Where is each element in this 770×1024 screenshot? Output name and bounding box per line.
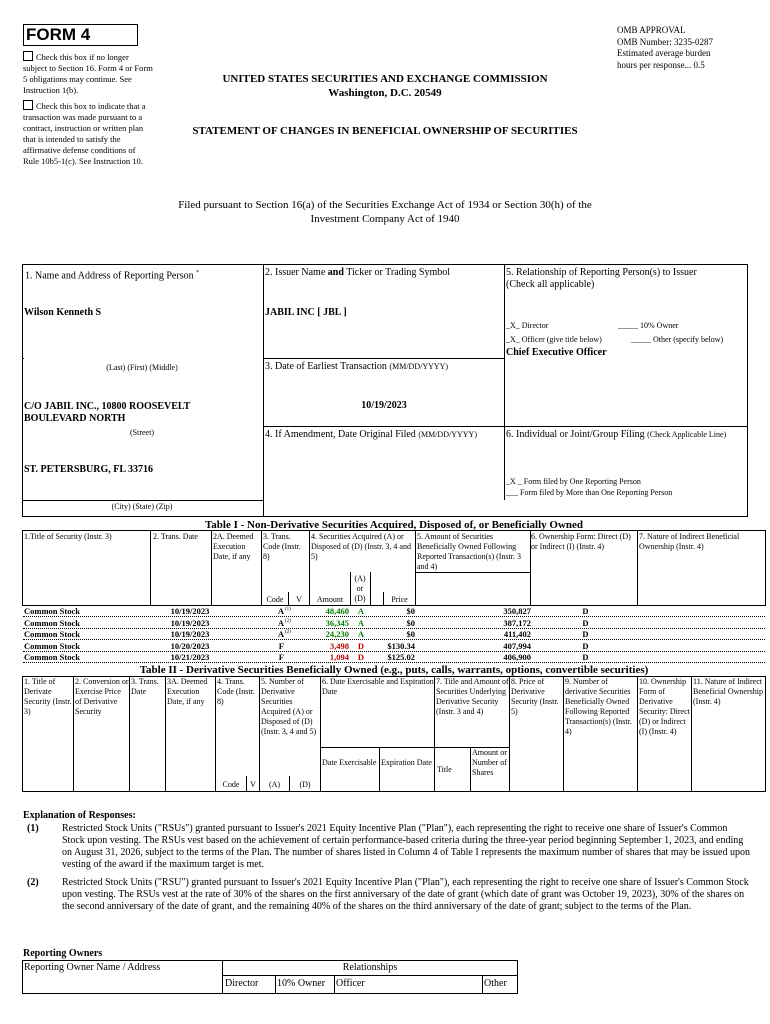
t1-sub-amount: Amount (316, 595, 344, 604)
relationship-10pct: _____ 10% Owner (618, 321, 679, 330)
reporting-person-name: Wilson Kenneth S (24, 307, 102, 318)
table1-cell-amount: 1,094 (329, 652, 349, 662)
checkbox-rule-10b5[interactable] (23, 100, 153, 167)
t2-sub-amount: Amount or Number of Shares (472, 748, 507, 777)
omb-approval-block (617, 25, 767, 71)
reporting-person-address: C/O JABIL INC., 10800 ROOSEVELT BOULEVARD NORTH (24, 401, 191, 424)
table1-row (23, 641, 765, 652)
t2-h1: 1. Title of Derivate Security (Instr. 3) (24, 677, 72, 716)
t2-h5: 5. Number of Derivative Securities Acquired (A) or Disposed of (D) (Instr. 3, 4 and 5) (261, 677, 317, 736)
t2-h3: 3. Trans. Date (131, 677, 159, 696)
table1-cell-form: D (582, 640, 589, 651)
footnote-1-text: Restricted Stock Units ("RSUs") granted pursuant to Issuer's 2021 Equity Incentive Plan ("Plan"), each representing the right to receive one share of Issuer's Common Stock upon vesting. The RSUs vest based on the achievement of certain performance-based criteria during the three-year period beginning September 1, 2023, and ending on August 31, 2026, subject to the terms of the Plan. The number of shares listed in Column 4 of Table I represents the maximum number of shares that may be issued upon vesting of the award if the maximum target is met. (62, 823, 750, 870)
box3-label: 3. Date of Earliest Transaction (MM/DD/YYYY) (265, 361, 449, 372)
table1-cell-form: D (582, 617, 589, 628)
t1-sub-v: V (296, 595, 302, 604)
table1-cell-aord: A (357, 617, 365, 628)
table1-cell-price: $0 (406, 617, 415, 628)
explanation-heading: Explanation of Responses: (23, 810, 136, 821)
table1-cell-code: A (277, 606, 284, 616)
table1-cell-aord: A (357, 629, 365, 639)
table1-cell-aord: A (357, 606, 365, 616)
table1-cell-date: 10/19/2023 (170, 606, 210, 616)
table1-cell-amount: 3,498 (329, 640, 349, 651)
table1-cell-aord: D (357, 640, 365, 651)
t2-sub-d: (D) (299, 780, 311, 789)
owners-col-10pct: 10% Owner (277, 978, 326, 989)
t1-h3: 3. Trans. Code (Instr. 8) (263, 532, 301, 561)
table1-cell-owned: 406,900 (503, 652, 531, 662)
table1-cell-fn: (2) (285, 630, 291, 635)
table1-cell-form: D (582, 606, 589, 616)
reporting-person-city: ST. PETERSBURG, FL 33716 (24, 464, 154, 475)
table1-cell-price: $125.02 (387, 652, 415, 662)
t2-h6: 6. Date Exercisable and Expiration Date (322, 677, 434, 696)
checkbox-icon[interactable] (23, 51, 33, 61)
omb-approval: OMB APPROVAL (617, 25, 686, 35)
form-title: FORM 4 (26, 25, 91, 44)
t1-h5: 5. Amount of Securities Beneficially Owned Following Reported Transaction(s) (Instr. 3 and 4) (417, 532, 521, 571)
name-hint: (Last) (First) (Middle) (106, 363, 178, 372)
table1-cell-title: Common Stock (24, 652, 80, 662)
t2-h2: 2. Conversion or Exercise Price of Derivative Security (75, 677, 129, 716)
t2-h10: 10. Ownership Form of Derivative Security: Direct (D) or Indirect (I) (Instr. 4) (639, 677, 690, 736)
footnote-2-number: (2) (27, 877, 39, 888)
table1-cell-fn: (2) (285, 618, 291, 624)
t2-h8: 8. Price of Derivative Security (Instr. 5) (511, 677, 559, 716)
table1-cell-code: A (277, 617, 284, 628)
footnote-2-text: Restricted Stock Units ("RSU") granted pursuant to Issuer's 2021 Equity Incentive Plan ("Plan"), each representing the right to receive one share of Issuer's Common Stock upon vesting. The RSUs vest at the rate of 30% of the shares on the first anniversary of the date of grant (which date of grant was October 19, 2023), 30% of the shares on the second anniversary of the date of grant, and the remaining 40% of the shares on the third anniversary of the date of grant; subject to the terms of the Plan. (62, 877, 749, 912)
table1-cell-price: $130.34 (387, 640, 415, 651)
t2-sub-exp: Expiration Date (381, 758, 432, 767)
table1-cell-amount: 48,460 (325, 606, 349, 616)
box1-label: 1. Name and Address of Reporting Person * (25, 270, 200, 282)
t1-h4: 4. Securities Acquired (A) or Disposed of (D) (Instr. 3, 4 and 5) (311, 532, 411, 561)
omb-hours: hours per response... 0.5 (617, 59, 705, 70)
table1-cell-code: A (277, 629, 284, 639)
table1-cell-date: 10/21/2023 (170, 652, 210, 662)
table1-cell-amount: 24,230 (325, 629, 349, 639)
checkbox2-label: Check this box to indicate that a transaction was made pursuant to a contract, instruction or written plan that is intended to satisfy the affirmative defense conditions of Rule 10b5-1(c). See Instruction 10. (23, 101, 146, 166)
t1-sub-code: Code (266, 595, 284, 604)
t1-h2: 2. Trans. Date (153, 532, 198, 541)
t2-sub-v: V (250, 780, 256, 789)
table1-cell-owned: 350,827 (503, 606, 531, 616)
table1-cell-amount: 36,345 (325, 617, 349, 628)
relationship-director: _X_ Director (506, 321, 549, 330)
table1-cell-code: F (278, 652, 284, 662)
table1-row (23, 652, 765, 663)
t1-h2a: 2A. Deemed Execution Date, if any (213, 532, 254, 561)
t2-h3a: 3A. Deemed Execution Date, if any (167, 677, 208, 706)
box5-label: 5. Relationship of Reporting Person(s) to Issuer (Check all applicable) (506, 267, 697, 290)
t2-h9: 9. Number of derivative Securities Beneficially Owned Following Reported Transaction(s) (Instr. 4) (565, 677, 632, 736)
t2-h4: 4. Trans. Code (Instr. 8) (217, 677, 255, 706)
omb-burden: Estimated average burden (617, 48, 711, 58)
table1-cell-fn: (1) (285, 607, 291, 612)
box6-label: 6. Individual or Joint/Group Filing (Check Applicable Line) (506, 429, 727, 440)
table1-row (23, 606, 765, 617)
table1-cell-date: 10/19/2023 (170, 617, 210, 628)
street-hint: (Street) (130, 428, 154, 437)
t2-sub-title: Title (437, 765, 452, 774)
filed-line-2: Investment Company Act of 1940 (310, 213, 460, 225)
table2-title: Table II - Derivative Securities Beneficially Owned (e.g., puts, calls, warrants, options, convertible securities) (139, 664, 649, 676)
agency-name: UNITED STATES SECURITIES AND EXCHANGE COMMISSION (222, 73, 548, 85)
checkbox-no-longer-subject[interactable] (23, 51, 153, 96)
reporting-owners-heading: Reporting Owners (23, 948, 103, 959)
checkbox-icon[interactable] (23, 100, 33, 110)
table1-row (23, 618, 765, 629)
table1-cell-title: Common Stock (24, 617, 80, 628)
table1-cell-owned: 411,402 (503, 629, 531, 639)
agency-location: Washington, D.C. 20549 (328, 87, 442, 99)
table1-cell-title: Common Stock (24, 606, 80, 616)
omb-number: OMB Number: 3235-0287 (617, 36, 713, 47)
relationship-officer: _X_ Officer (give title below) (506, 335, 602, 344)
city-hint: (City) (State) (Zip) (111, 502, 173, 511)
t2-sub-date-ex: Date Exercisable (322, 758, 377, 767)
filing-one-person: _X _ Form filed by One Reporting Person (506, 477, 641, 486)
table1-cell-price: $0 (406, 629, 415, 639)
box4-label: 4. If Amendment, Date Original Filed (MM/DD/YYYY) (265, 429, 477, 440)
filed-line-1: Filed pursuant to Section 16(a) of the Securities Exchange Act of 1934 or Section 30(h) of the (178, 199, 592, 211)
table1-cell-owned: 387,172 (503, 617, 531, 628)
table1-row (23, 629, 765, 640)
owners-col-relationships: Relationships (342, 962, 398, 973)
table1-cell-form: D (582, 629, 589, 639)
t1-h1: 1.Title of Security (Instr. 3) (24, 532, 112, 541)
t1-h6: 6. Ownership Form: Direct (D) or Indirect (I) (Instr. 4) (531, 532, 631, 551)
relationship-other: _____ Other (specify below) (631, 335, 724, 344)
table1-cell-date: 10/19/2023 (170, 629, 210, 639)
footnote-1-number: (1) (27, 823, 39, 834)
t2-sub-code: Code (222, 780, 240, 789)
earliest-transaction-date: 10/19/2023 (361, 400, 407, 411)
issuer-name: JABIL INC [ JBL ] (265, 307, 347, 318)
t1-sub-aord: (A) or (D) (354, 574, 366, 603)
table1-cell-form: D (582, 652, 589, 662)
box2-label: 2. Issuer Name and Ticker or Trading Symbol (265, 267, 451, 278)
table1-cell-price: $0 (406, 606, 415, 616)
owners-col-director: Director (225, 978, 259, 989)
owners-col-name: Reporting Owner Name / Address (24, 962, 161, 973)
t2-h7: 7. Title and Amount of Securities Underlying Derivative Security (Instr. 3 and 4) (436, 677, 509, 716)
t2-sub-a: (A) (268, 780, 281, 789)
table1-title: Table I - Non-Derivative Securities Acquired, Disposed of, or Beneficially Owned (204, 519, 584, 531)
statement-title: STATEMENT OF CHANGES IN BENEFICIAL OWNERSHIP OF SECURITIES (192, 125, 578, 137)
t2-h11: 11. Nature of Indirect Beneficial Ownership (Instr. 4) (693, 677, 763, 706)
table1-cell-owned: 407,994 (503, 640, 531, 651)
checkbox1-label: Check this box if no longer subject to Section 16. Form 4 or Form 5 obligations may continue. See Instruction 1(b). (23, 52, 153, 95)
table1-cell-title: Common Stock (24, 629, 80, 639)
table1-cell-title: Common Stock (24, 640, 80, 651)
owners-col-officer: Officer (336, 978, 365, 989)
table1-cell-date: 10/20/2023 (170, 640, 210, 651)
t1-sub-price: Price (391, 595, 408, 604)
table1-cell-aord: D (357, 652, 365, 662)
officer-title: Chief Executive Officer (506, 347, 607, 358)
owners-col-other: Other (484, 978, 507, 989)
filing-more-persons: ___ Form filed by More than One Reporting Person (506, 488, 673, 497)
table1-cell-code: F (278, 640, 284, 651)
t1-h7: 7. Nature of Indirect Beneficial Ownership (Instr. 4) (639, 532, 740, 551)
